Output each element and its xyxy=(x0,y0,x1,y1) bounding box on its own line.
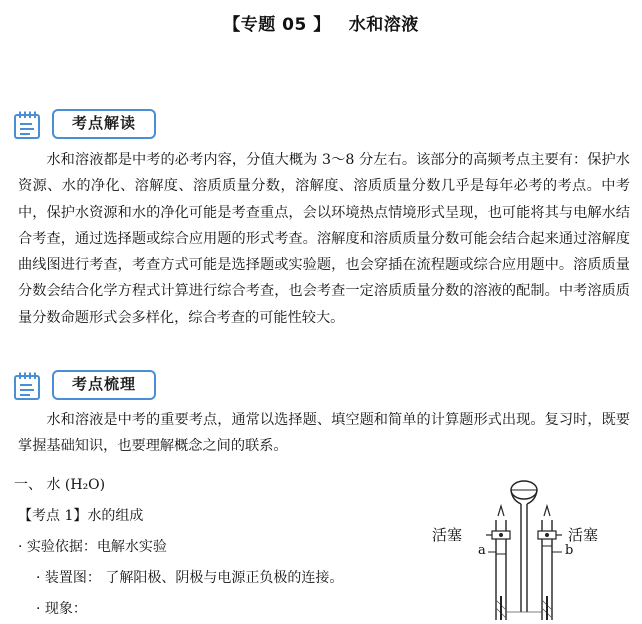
outline-bullet-basis: · 实验依据：电解水实验 xyxy=(18,539,167,555)
right-stopcock-label: 活塞 xyxy=(568,526,599,544)
notebook-icon xyxy=(12,110,42,140)
notebook-icon xyxy=(12,371,42,401)
review-paragraph: 水和溶液是中考的重要考点，通常以选择题、填空题和简单的计算题形式出现。复习时，既要掌握基础知识，也要理解概念之间的联系。 xyxy=(18,412,630,455)
section-badge-interpretation: 考点解读 xyxy=(52,109,156,139)
title-topic: 水和溶液 xyxy=(348,15,419,35)
outline-bullet-apparatus: · 装置图： 了解阳极、阴极与电源正负极的连接。 xyxy=(36,570,344,586)
page-title xyxy=(0,10,642,35)
tube-a-label: a xyxy=(478,543,486,558)
section-header-interpretation xyxy=(12,108,162,144)
section-header-review xyxy=(12,369,162,405)
tube-b-label: b xyxy=(565,543,574,558)
left-stopcock-label: 活塞 xyxy=(432,526,463,544)
section-badge-review: 考点梳理 xyxy=(52,370,156,400)
electrolysis-apparatus-diagram xyxy=(432,476,632,620)
interpretation-paragraph: 水和溶液都是中考的必考内容，分值大概为 3～8 分左右。该部分的高频考点主要有：保护水资源、水的净化、溶解度、溶质质量分数，溶解度、溶质质量分数几乎是每年必考的考点。中考中，保护水资源和水的净化可能是考查重点，会以环境热点情境形式呈现，也可能将其与电解水结合考查，通过选择题或综合应用题的形式考查。溶解度和溶质质量分数可能会结合起来通过溶解度曲线图进行考查，考查方式可能是选择题或实验题，也会穿插在流程题或综合应用题中。溶质质量分数会结合化学方程式计算进行综合考查，也会考查一定溶质质量分数的溶液的配制。中考溶质质量分数命题形式会多样化，综合考查的可能性较大。 xyxy=(18,152,630,326)
outline-point-1: 【考点 1】水的组成 xyxy=(18,508,144,524)
outline-bullet-phenomenon: · 现象： xyxy=(36,601,87,617)
outline-heading-water: 一、 水 (H₂O) xyxy=(14,477,106,493)
electrolysis-apparatus-drawing xyxy=(432,476,632,620)
title-bracket-label: 【专题 05 】 xyxy=(223,15,331,35)
